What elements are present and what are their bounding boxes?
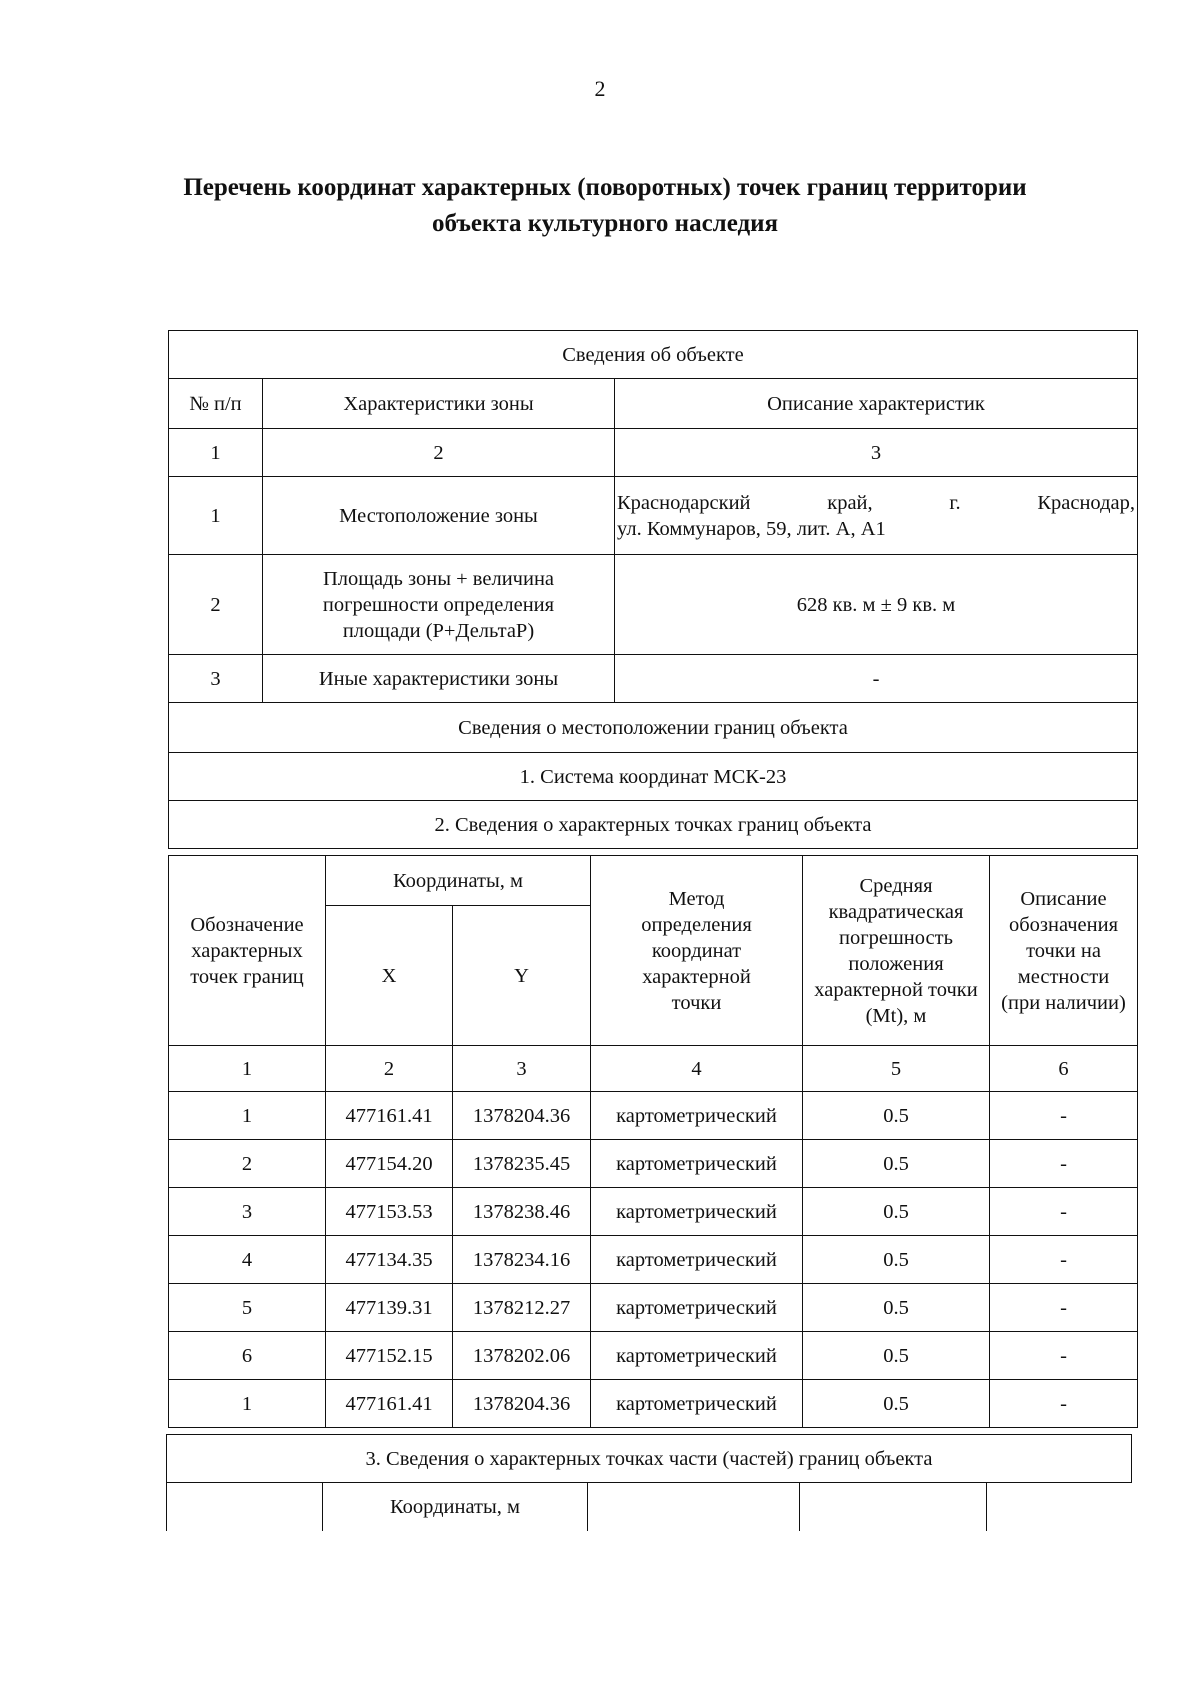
col-number: 4 — [591, 1046, 803, 1092]
point-x: 477161.41 — [326, 1380, 453, 1428]
col-header-point: Обозначение характерных точек границ — [169, 856, 326, 1046]
table-row — [169, 1188, 1138, 1236]
table-row — [169, 1332, 1138, 1380]
document-title — [170, 170, 1040, 242]
zone-area-value: 628 кв. м ± 9 кв. м — [615, 555, 1138, 655]
col-header-coordinates: Координаты, м — [326, 856, 591, 906]
location-section-header: Сведения о местоположении границ объекта — [169, 703, 1138, 753]
location-word: Краснодарский — [617, 491, 751, 514]
zone-location-value — [615, 477, 1138, 555]
col-number: 3 — [453, 1046, 591, 1092]
col-header-y: Y — [453, 906, 591, 1046]
point-y: 1378234.16 — [453, 1236, 591, 1284]
table-row — [169, 555, 1138, 655]
column-number-row — [169, 429, 1138, 477]
point-method: картометрический — [591, 1092, 803, 1140]
page-number: 2 — [594, 76, 606, 101]
column-number-row — [169, 1046, 1138, 1092]
points-table — [168, 855, 1138, 1428]
col-header-point-description: Описание обозначения точки на местности (при наличии) — [990, 856, 1138, 1046]
point-x: 477154.20 — [326, 1140, 453, 1188]
point-method: картометрический — [591, 1284, 803, 1332]
table-row — [169, 655, 1138, 703]
location-word: г. — [949, 491, 961, 514]
point-method: картометрический — [591, 1332, 803, 1380]
table-row — [169, 477, 1138, 555]
row-number: 2 — [169, 555, 263, 655]
col-header-method: Метод определения координат характерной точки — [591, 856, 803, 1046]
col-number: 1 — [169, 429, 263, 477]
point-method: картометрический — [591, 1188, 803, 1236]
other-characteristics-label: Иные характеристики зоны — [263, 655, 615, 703]
col-header-error: Средняя квадратическая погрешность положения характерной точки (Mt), м — [803, 856, 990, 1046]
point-id: 4 — [169, 1236, 326, 1284]
col-header-x: X — [326, 906, 453, 1046]
point-x: 477161.41 — [326, 1092, 453, 1140]
empty-cell — [588, 1483, 800, 1531]
zone-location-label: Местоположение зоны — [263, 477, 615, 555]
point-description: - — [990, 1188, 1138, 1236]
table-row — [169, 1236, 1138, 1284]
point-error: 0.5 — [803, 1188, 990, 1236]
object-info-table — [168, 330, 1138, 849]
point-method: картометрический — [591, 1236, 803, 1284]
location-line-2: ул. Коммунаров, 59, лит. А, А1 — [617, 517, 886, 540]
point-error: 0.5 — [803, 1284, 990, 1332]
point-description: - — [990, 1140, 1138, 1188]
point-x: 477139.31 — [326, 1284, 453, 1332]
col-number: 5 — [803, 1046, 990, 1092]
point-description: - — [990, 1236, 1138, 1284]
col-header-number: № п/п — [169, 379, 263, 429]
point-error: 0.5 — [803, 1092, 990, 1140]
location-word: край, — [827, 491, 873, 514]
point-y: 1378235.45 — [453, 1140, 591, 1188]
point-y: 1378212.27 — [453, 1284, 591, 1332]
col-header-description: Описание характеристик — [615, 379, 1138, 429]
coordinate-system: 1. Система координат МСК-23 — [169, 753, 1138, 801]
row-number: 3 — [169, 655, 263, 703]
point-id: 5 — [169, 1284, 326, 1332]
point-method: картометрический — [591, 1140, 803, 1188]
point-id: 1 — [169, 1092, 326, 1140]
col-number: 6 — [990, 1046, 1138, 1092]
zone-area-label: Площадь зоны + величина погрешности определения площади (Р+ДельтаР) — [263, 555, 615, 655]
location-word: Краснодар, — [1037, 491, 1135, 514]
table-row — [169, 1284, 1138, 1332]
col-header-characteristics: Характеристики зоны — [263, 379, 615, 429]
point-y: 1378238.46 — [453, 1188, 591, 1236]
point-x: 477153.53 — [326, 1188, 453, 1236]
col-number: 1 — [169, 1046, 326, 1092]
point-error: 0.5 — [803, 1332, 990, 1380]
point-id: 2 — [169, 1140, 326, 1188]
col-number: 2 — [263, 429, 615, 477]
title-line-2: объекта культурного наследия — [431, 210, 779, 237]
point-id: 1 — [169, 1380, 326, 1428]
point-error: 0.5 — [803, 1140, 990, 1188]
empty-cell — [167, 1483, 323, 1531]
point-description: - — [990, 1380, 1138, 1428]
table-row — [169, 1092, 1138, 1140]
point-y: 1378202.06 — [453, 1332, 591, 1380]
points-section-header: 2. Сведения о характерных точках границ объекта — [169, 801, 1138, 849]
table-row — [169, 1140, 1138, 1188]
title-line-1: Перечень координат характерных (поворотных) точек границ территории — [183, 174, 1027, 201]
point-description: - — [990, 1092, 1138, 1140]
point-description: - — [990, 1284, 1138, 1332]
empty-cell — [800, 1483, 987, 1531]
point-x: 477134.35 — [326, 1236, 453, 1284]
empty-cell — [987, 1483, 1132, 1531]
point-x: 477152.15 — [326, 1332, 453, 1380]
parts-section-header: 3. Сведения о характерных точках части (частей) границ объекта — [167, 1435, 1132, 1483]
point-description: - — [990, 1332, 1138, 1380]
table-row — [169, 1380, 1138, 1428]
row-number: 1 — [169, 477, 263, 555]
col-number: 3 — [615, 429, 1138, 477]
object-info-header: Сведения об объекте — [169, 331, 1138, 379]
point-method: картометрический — [591, 1380, 803, 1428]
parts-table — [166, 1434, 1132, 1531]
point-y: 1378204.36 — [453, 1092, 591, 1140]
point-y: 1378204.36 — [453, 1380, 591, 1428]
point-error: 0.5 — [803, 1236, 990, 1284]
point-id: 3 — [169, 1188, 326, 1236]
parts-col-header-coordinates: Координаты, м — [323, 1483, 588, 1531]
point-error: 0.5 — [803, 1380, 990, 1428]
other-characteristics-value: - — [615, 655, 1138, 703]
point-id: 6 — [169, 1332, 326, 1380]
col-number: 2 — [326, 1046, 453, 1092]
